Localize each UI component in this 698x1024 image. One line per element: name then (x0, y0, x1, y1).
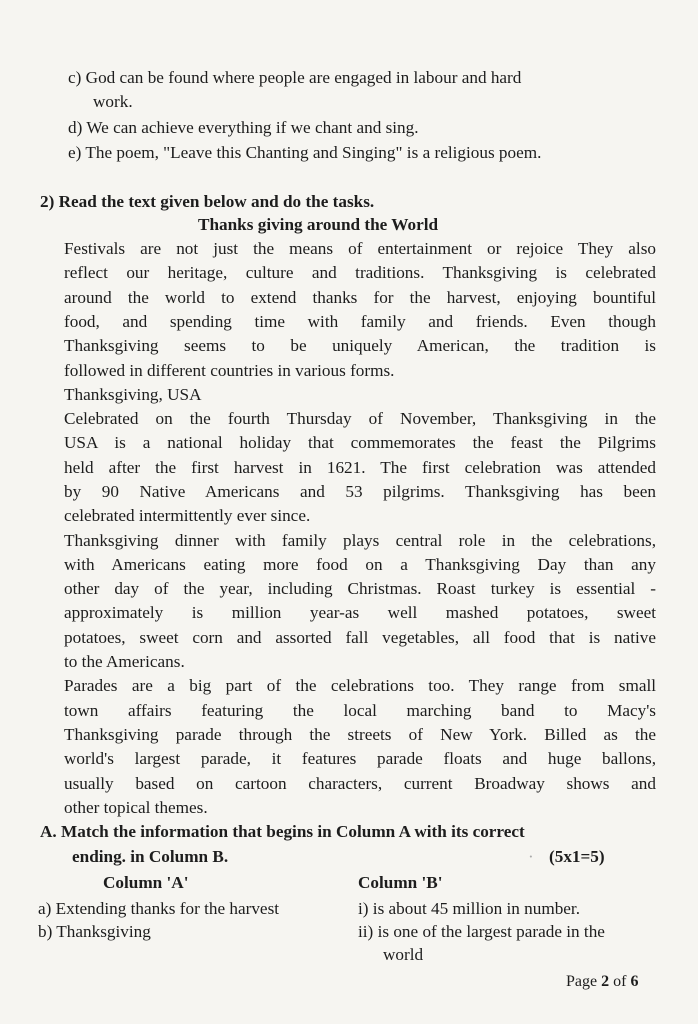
stray-mark: · (528, 847, 534, 866)
passage-line: Parades are a big part of the celebrations too. They range from small (64, 676, 656, 695)
passage-line: followed in different countries in various forms. (64, 361, 395, 380)
passage-line: Festivals are not just the means of entertainment or rejoice They also (64, 239, 656, 258)
passage-line: USA is a national holiday that commemorates the feast the Pilgrims (64, 433, 656, 452)
page-current: 2 (601, 973, 610, 990)
passage-line: food, and spending time with family and friends. Even though (64, 312, 656, 331)
task-a-instruction: A. Match the information that begins in Column A with its correct (40, 822, 525, 841)
option-text: work. (93, 92, 133, 111)
option-label: d) (68, 118, 83, 137)
task-a-instruction-cont: ending. in Column B. (72, 847, 229, 866)
passage-subheading: Thanksgiving, USA (64, 385, 202, 404)
option-d (68, 116, 419, 140)
option-text: We can achieve everything if we chant and sing. (86, 118, 419, 137)
passage-line: potatoes, sweet corn and assorted fall vegetables, all food that is native (64, 628, 656, 647)
passage-line: world's largest parade, it features parade floats and huge ballons, (64, 749, 656, 768)
column-a-header: Column 'A' (103, 873, 189, 892)
option-c (68, 66, 521, 90)
option-e (68, 141, 541, 165)
passage-line: to the Americans. (64, 652, 185, 671)
passage-line: usually based on cartoon characters, current Broadway shows and (64, 774, 656, 793)
column-a-item: b) Thanksgiving (38, 922, 151, 941)
option-label: c) (68, 68, 82, 87)
column-b-header: Column 'B' (358, 873, 443, 892)
page-label: Page (566, 973, 598, 990)
column-b-item: i) is about 45 million in number. (358, 899, 580, 918)
passage-line: Thanksgiving dinner with family plays central role in the celebrations, (64, 531, 656, 550)
passage-line: around the world to extend thanks for the harvest, enjoying bountiful (64, 288, 656, 307)
option-label: e) (68, 143, 82, 162)
column-b-item: ii) is one of the largest parade in the (358, 922, 605, 941)
page-number (566, 970, 638, 994)
passage-line: Thanksgiving seems to be uniquely American, the tradition is (64, 336, 656, 355)
passage-line: by 90 Native Americans and 53 pilgrims. Thanksgiving has been (64, 482, 656, 501)
passage-line: with Americans eating more food on a Thanksgiving Day than any (64, 555, 656, 574)
passage-title: Thanks giving around the World (198, 215, 439, 234)
passage-line: held after the first harvest in 1621. The first celebration was attended (64, 458, 656, 477)
passage-line: other topical themes. (64, 798, 208, 817)
passage-line: other day of the year, including Christmas. Roast turkey is essential - (64, 579, 656, 598)
option-text: God can be found where people are engaged in labour and hard (85, 68, 522, 87)
passage-line: celebrated intermittently ever since. (64, 506, 311, 525)
page-total: 6 (630, 973, 639, 990)
column-a-item: a) Extending thanks for the harvest (38, 899, 280, 918)
option-text: The poem, "Leave this Chanting and Singing" is a religious poem. (85, 143, 542, 162)
question-2-heading: 2) Read the text given below and do the tasks. (40, 192, 375, 211)
passage-line: Thanksgiving parade through the streets of New York. Billed as the (64, 725, 656, 744)
task-a-marks: (5x1=5) (549, 847, 605, 866)
passage-line: Celebrated on the fourth Thursday of November, Thanksgiving in the (64, 409, 656, 428)
option-c-continued (93, 90, 133, 114)
column-b-item-continued: world (383, 945, 424, 964)
page-of: of (613, 973, 627, 990)
passage-line: reflect our heritage, culture and traditions. Thanksgiving is celebrated (64, 263, 656, 282)
passage-line: town affairs featuring the local marching band to Macy's (64, 701, 656, 720)
passage-line: approximately is million year-as well mashed potatoes, sweet (64, 603, 656, 622)
